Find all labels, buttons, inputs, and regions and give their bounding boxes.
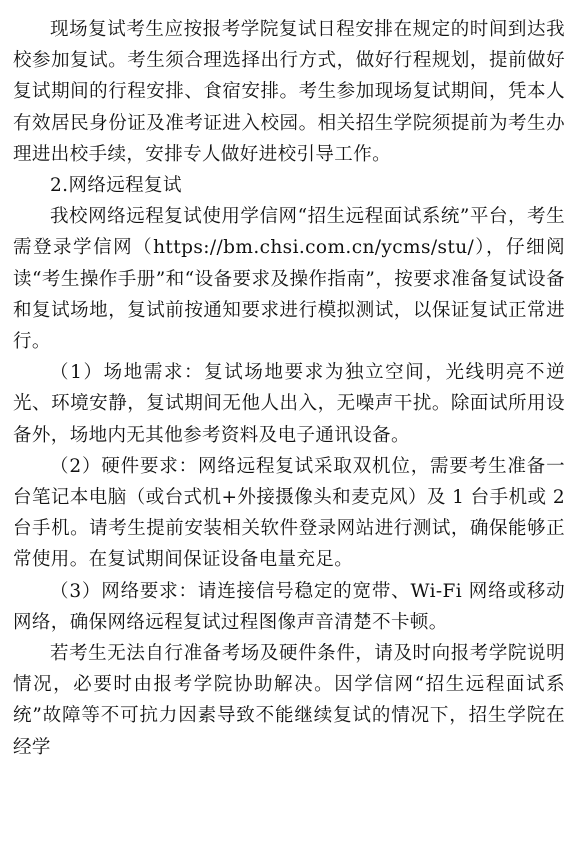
paragraph-fallback: 若考生无法自行准备考场及硬件条件，请及时向报考学院说明情况，必要时由报考学院协助解决。因学信网“招生远程面试系统”故障等不可抗力因素导致不能继续复试的情况下，招生学院在经学 [13,643,565,758]
section-heading-online-retest: 2.网络远程复试 [50,175,182,197]
paragraph-onsite-retest: 现场复试考生应按报考学院复试日程安排在规定的时间到达我校参加复试。考生须合理选择出行方式，做好行程规划，提前做好复试期间的行程安排、食宿安排。考生参加现场复试期间，凭本人有效居民身份证及准考证进入校园。相关招生学院须提前为考生办理进出校手续，安排专人做好进校引导工作。 [13,19,565,165]
paragraph-online-platform: 我校网络远程复试使用学信网“招生远程面试系统”平台，考生需登录学信网（https://bm.chsi.com.cn/ycms/stu/），仔细阅读“考生操作手册”和“设备要求及操作指南”，按要求准备复试设备和复试场地，复试前按通知要求进行模拟测试，以保证复试正常进行。 [13,206,565,353]
paragraph-venue-requirement: （1）场地需求：复试场地要求为独立空间，光线明亮不逆光、环境安静，复试期间无他人出入，无噪声干扰。除面试所用设备外，场地内无其他参考资料及电子通讯设备。 [13,362,565,446]
paragraph-network-requirement: （3）网络要求：请连接信号稳定的宽带、Wi-Fi 网络或移动网络，确保网络远程复试过程图像声音清楚不卡顿。 [13,580,565,633]
paragraph-hardware-requirement: （2）硬件要求：网络远程复试采取双机位，需要考生准备一台笔记本电脑（或台式机+外接摄像头和麦克风）及 1 台手机或 2 台手机。请考生提前安装相关软件登录网站进行测试，确保能够正常使用。在复试期间保证设备电量充足。 [13,455,565,571]
